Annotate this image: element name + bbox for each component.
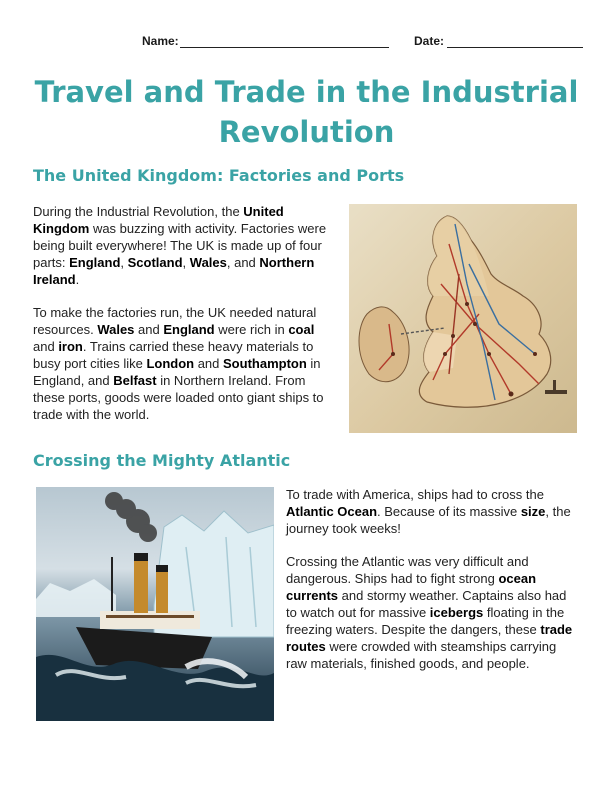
key-term: icebergs bbox=[429, 605, 484, 620]
date-label: Date: bbox=[414, 34, 445, 48]
text-run: , the journey took weeks! bbox=[286, 504, 571, 536]
key-term: size bbox=[520, 504, 546, 519]
smoke-plume bbox=[105, 492, 157, 542]
text-run: . Trains carried these heavy materials to busy port cities like bbox=[33, 339, 314, 371]
text-run: and bbox=[134, 322, 164, 337]
key-term: London bbox=[146, 356, 195, 371]
text-run: in England, and bbox=[33, 356, 321, 388]
text-run: During the Industrial Revolution, the bbox=[33, 204, 244, 219]
key-term: Atlantic Ocean bbox=[286, 504, 378, 519]
uk-paragraph-2 bbox=[33, 304, 338, 423]
text-run: , bbox=[182, 255, 190, 270]
key-term: Wales bbox=[189, 255, 227, 270]
atlantic-paragraph-2 bbox=[286, 553, 576, 672]
key-term: England bbox=[69, 255, 121, 270]
key-term: coal bbox=[288, 322, 315, 337]
text-run: and bbox=[33, 339, 59, 354]
title-line-1: Travel and Trade in the Industrial bbox=[34, 75, 579, 109]
student-info-line bbox=[0, 34, 613, 54]
text-run: were rich in bbox=[214, 322, 289, 337]
key-term: United Kingdom bbox=[33, 204, 284, 236]
text-run: floating in the freezing waters. Despite the dangers, these bbox=[286, 605, 565, 637]
key-term: Northern Ireland bbox=[33, 255, 315, 287]
uk-paragraph-1 bbox=[33, 203, 338, 288]
key-term: iron bbox=[58, 339, 83, 354]
text-run: . Because of its massive bbox=[377, 504, 521, 519]
name-blank[interactable] bbox=[180, 47, 389, 48]
name-label: Name: bbox=[142, 34, 179, 48]
text-run: , and bbox=[226, 255, 260, 270]
text-run: and stormy weather. Captains also had to watch out for massive bbox=[286, 588, 567, 620]
steamship-iceberg-image bbox=[36, 487, 274, 721]
key-term: England bbox=[163, 322, 215, 337]
text-run: To make the factories run, the UK needed natural resources. bbox=[33, 305, 317, 337]
text-run: was buzzing with activity. Factories were being built everywhere! The UK is made up of four parts: bbox=[33, 221, 327, 270]
date-blank[interactable] bbox=[447, 47, 583, 48]
title-line-2: Revolution bbox=[218, 115, 395, 149]
key-term: Wales bbox=[97, 322, 135, 337]
ireland-landmass bbox=[359, 307, 409, 382]
key-term: ocean currents bbox=[286, 571, 537, 603]
uk-rail-map-image bbox=[349, 204, 577, 433]
section-heading-uk: The United Kingdom: Factories and Ports bbox=[33, 166, 405, 185]
text-run: . bbox=[75, 272, 80, 287]
ship-illustration bbox=[545, 380, 567, 394]
text-run: and bbox=[194, 356, 224, 371]
key-term: Scotland bbox=[127, 255, 183, 270]
text-run: in Northern Ireland. From these ports, goods were loaded onto giant ships to trade with the world. bbox=[33, 373, 324, 422]
section-heading-atlantic: Crossing the Mighty Atlantic bbox=[33, 451, 291, 470]
atlantic-paragraph-1 bbox=[286, 486, 576, 537]
ship-funnel bbox=[134, 553, 148, 613]
key-term: Belfast bbox=[113, 373, 157, 388]
text-run: , bbox=[120, 255, 128, 270]
text-run: To trade with America, ships had to cross the bbox=[286, 487, 544, 502]
key-term: Southampton bbox=[223, 356, 307, 371]
page-title bbox=[20, 72, 593, 152]
key-term: trade routes bbox=[286, 622, 573, 654]
text-run: were crowded with steamships carrying raw materials, finished goods, and people. bbox=[286, 639, 557, 671]
text-run: Crossing the Atlantic was very difficult and dangerous. Ships had to fight strong bbox=[286, 554, 529, 586]
